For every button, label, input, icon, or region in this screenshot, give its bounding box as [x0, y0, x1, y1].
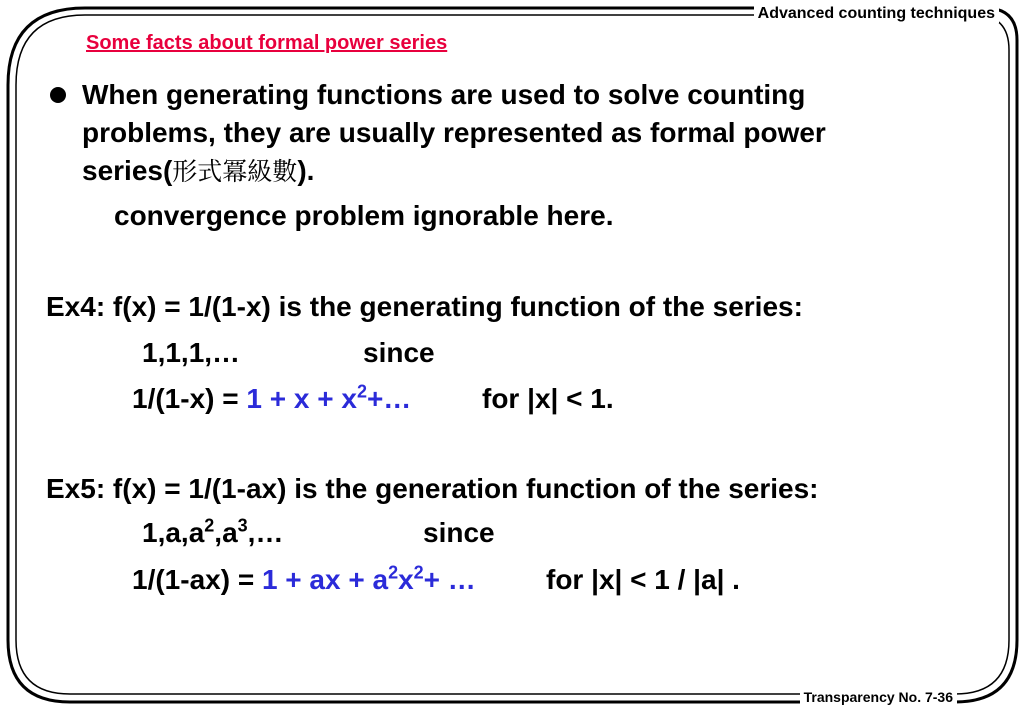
chinese-term: 形式冪級數 — [172, 157, 298, 186]
series-suffix: ). — [297, 155, 315, 186]
ex5-formula-lhs: 1/(1-ax) = — [132, 564, 262, 595]
ex5-expansion-a: 1 + ax + a — [261, 564, 389, 595]
ex4-expansion — [246, 383, 411, 414]
ex5-condition: for |x| < 1 / |a| . — [546, 564, 740, 595]
ex5-exp1: 2 — [388, 562, 399, 583]
ex4-series: 1,1,1,… — [142, 337, 241, 368]
note-text: convergence problem ignorable here. — [114, 200, 614, 231]
bullet-line-1: When generating functions are used to solve counting — [82, 79, 806, 110]
ex4-exponent: 2 — [356, 381, 367, 402]
ex5-series-exp2: 3 — [237, 515, 248, 536]
ex4-formula-lhs: 1/(1-x) = — [132, 383, 247, 414]
ex5-series-c: ,… — [247, 517, 284, 548]
ex5-expansion — [262, 564, 476, 595]
ex4-expansion-b: +… — [366, 383, 412, 414]
ex5-expansion-b: x — [398, 564, 414, 595]
slide-title: Some facts about formal power series — [86, 32, 448, 54]
bullet-line-2: problems, they are usually represented as formal power — [82, 117, 826, 148]
transparency-number: Transparency No. 7-36 — [800, 689, 957, 705]
note-line — [96, 199, 613, 233]
ex5-since: since — [423, 517, 495, 548]
ex5-exp2: 2 — [413, 562, 424, 583]
ex5-formula — [132, 563, 476, 597]
ex4-since: since — [363, 337, 435, 368]
ex5-series-a: 1,a,a — [142, 517, 205, 548]
ex4-expansion-a: 1 + x + x — [246, 383, 357, 414]
ex4-statement: Ex4: f(x) = 1/(1-x) is the generating function of the series: — [46, 291, 803, 322]
series-prefix: series( — [82, 155, 173, 186]
ex5-series-b: ,a — [214, 517, 238, 548]
bullet-icon — [50, 87, 66, 103]
ex5-series-exp1: 2 — [204, 515, 215, 536]
ex5-series — [142, 516, 283, 550]
ex5-statement: Ex5: f(x) = 1/(1-ax) is the generation function of the series: — [46, 473, 819, 504]
ex5-expansion-c: + … — [423, 564, 476, 595]
bullet-line-3 — [82, 154, 314, 189]
course-title: Advanced counting techniques — [754, 5, 999, 23]
ex4-condition: for |x| < 1. — [482, 383, 614, 414]
ex4-formula — [132, 382, 411, 416]
